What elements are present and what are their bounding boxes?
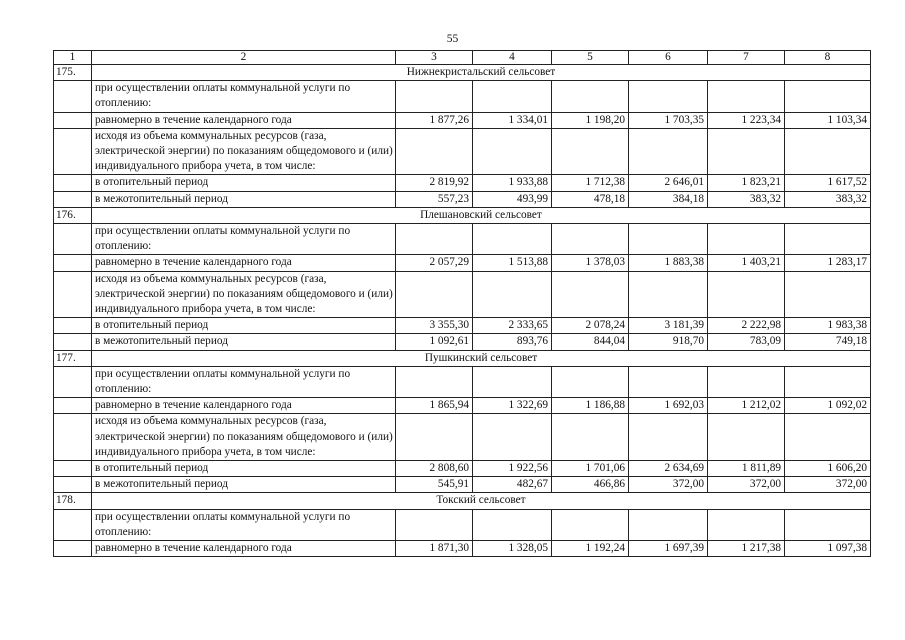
value-cell: 1 933,88 [473, 175, 552, 191]
column-header: 4 [473, 51, 552, 65]
value-cell: 2 222,98 [708, 318, 785, 334]
index-cell [54, 224, 92, 255]
value-cell: 1 092,61 [396, 334, 473, 350]
value-cell: 749,18 [785, 334, 871, 350]
subheading-row [54, 509, 871, 540]
value-cell: 1 097,38 [785, 541, 871, 557]
index-cell [54, 81, 92, 112]
value-cell: 1 223,34 [708, 112, 785, 128]
value-cell: 493,99 [473, 191, 552, 207]
value-cell: 1 334,01 [473, 112, 552, 128]
section-title: Нижнекристальский сельсовет [92, 65, 871, 81]
value-cell [708, 414, 785, 461]
section-number: 175. [54, 65, 92, 81]
value-cell: 372,00 [785, 477, 871, 493]
subheading-row [54, 128, 871, 175]
value-cell: 1 823,21 [708, 175, 785, 191]
column-header: 1 [54, 51, 92, 65]
value-cell [552, 509, 629, 540]
value-cell: 466,86 [552, 477, 629, 493]
section-title: Плешановский сельсовет [92, 207, 871, 223]
table-row [54, 255, 871, 271]
table-row [54, 175, 871, 191]
value-cell [552, 366, 629, 397]
value-cell: 1 883,38 [629, 255, 708, 271]
index-cell [54, 509, 92, 540]
value-cell: 1 513,88 [473, 255, 552, 271]
index-cell [54, 541, 92, 557]
column-header: 6 [629, 51, 708, 65]
subheading-row [54, 81, 871, 112]
tariff-table [53, 50, 871, 557]
value-cell [473, 224, 552, 255]
subheading-row [54, 271, 871, 318]
index-cell [54, 334, 92, 350]
value-cell [473, 128, 552, 175]
value-cell: 3 181,39 [629, 318, 708, 334]
row-label: в отопительный период [92, 461, 396, 477]
subheading-row [54, 414, 871, 461]
table-row [54, 477, 871, 493]
index-cell [54, 271, 92, 318]
value-cell: 1 877,26 [396, 112, 473, 128]
index-cell [54, 366, 92, 397]
value-cell: 545,91 [396, 477, 473, 493]
index-cell [54, 461, 92, 477]
value-cell [552, 271, 629, 318]
section-title: Токский сельсовет [92, 493, 871, 509]
value-cell [708, 366, 785, 397]
row-label: в межотопительный период [92, 334, 396, 350]
value-cell: 1 103,34 [785, 112, 871, 128]
table-row [54, 318, 871, 334]
value-cell [552, 414, 629, 461]
index-cell [54, 175, 92, 191]
value-cell [785, 414, 871, 461]
value-cell: 383,32 [708, 191, 785, 207]
value-cell [473, 509, 552, 540]
column-number-row [54, 51, 871, 65]
value-cell [785, 224, 871, 255]
row-label: равномерно в течение календарного года [92, 255, 396, 271]
value-cell: 1 186,88 [552, 398, 629, 414]
value-cell [629, 224, 708, 255]
value-cell: 1 703,35 [629, 112, 708, 128]
value-cell: 1 217,38 [708, 541, 785, 557]
value-cell: 844,04 [552, 334, 629, 350]
table-row [54, 461, 871, 477]
section-title: Пушкинский сельсовет [92, 350, 871, 366]
section-row [54, 65, 871, 81]
value-cell: 1 701,06 [552, 461, 629, 477]
value-cell [396, 366, 473, 397]
column-header: 3 [396, 51, 473, 65]
index-cell [54, 318, 92, 334]
value-cell [629, 81, 708, 112]
value-cell: 1 712,38 [552, 175, 629, 191]
row-label: исходя из объема коммунальных ресурсов (газа, электрической энергии) по показаниям общедомового и (или) индивидуального прибора учета, в том числе: [92, 271, 396, 318]
value-cell: 1 692,03 [629, 398, 708, 414]
value-cell: 1 606,20 [785, 461, 871, 477]
value-cell [785, 128, 871, 175]
value-cell: 2 333,65 [473, 318, 552, 334]
value-cell [396, 271, 473, 318]
row-label: исходя из объема коммунальных ресурсов (газа, электрической энергии) по показаниям общедомового и (или) индивидуального прибора учета, в том числе: [92, 414, 396, 461]
column-header: 8 [785, 51, 871, 65]
section-number: 176. [54, 207, 92, 223]
value-cell [396, 509, 473, 540]
value-cell [473, 414, 552, 461]
value-cell [708, 271, 785, 318]
value-cell: 918,70 [629, 334, 708, 350]
row-label: в отопительный период [92, 175, 396, 191]
table-body [54, 65, 871, 557]
value-cell [629, 414, 708, 461]
value-cell: 372,00 [708, 477, 785, 493]
value-cell: 1 403,21 [708, 255, 785, 271]
value-cell [708, 81, 785, 112]
value-cell [396, 81, 473, 112]
value-cell: 1 283,17 [785, 255, 871, 271]
value-cell [785, 509, 871, 540]
value-cell [629, 366, 708, 397]
row-label: при осуществлении оплаты коммунальной услуги по отоплению: [92, 224, 396, 255]
value-cell [785, 366, 871, 397]
value-cell [396, 414, 473, 461]
value-cell [396, 224, 473, 255]
section-row [54, 350, 871, 366]
value-cell: 1 983,38 [785, 318, 871, 334]
row-label: равномерно в течение календарного года [92, 541, 396, 557]
value-cell [708, 224, 785, 255]
value-cell: 1 212,02 [708, 398, 785, 414]
value-cell: 1 192,24 [552, 541, 629, 557]
value-cell: 1 617,52 [785, 175, 871, 191]
column-header: 2 [92, 51, 396, 65]
index-cell [54, 414, 92, 461]
row-label: равномерно в течение календарного года [92, 398, 396, 414]
value-cell [629, 509, 708, 540]
value-cell: 783,09 [708, 334, 785, 350]
section-number: 177. [54, 350, 92, 366]
value-cell: 2 808,60 [396, 461, 473, 477]
value-cell: 2 078,24 [552, 318, 629, 334]
row-label: при осуществлении оплаты коммунальной услуги по отоплению: [92, 509, 396, 540]
value-cell [552, 224, 629, 255]
value-cell [473, 366, 552, 397]
value-cell [708, 509, 785, 540]
value-cell [785, 271, 871, 318]
table-row [54, 191, 871, 207]
row-label: исходя из объема коммунальных ресурсов (газа, электрической энергии) по показаниям общедомового и (или) индивидуального прибора учета, в том числе: [92, 128, 396, 175]
value-cell: 1 378,03 [552, 255, 629, 271]
value-cell: 1 328,05 [473, 541, 552, 557]
value-cell: 1 092,02 [785, 398, 871, 414]
value-cell: 372,00 [629, 477, 708, 493]
value-cell: 2 819,92 [396, 175, 473, 191]
row-label: в межотопительный период [92, 477, 396, 493]
value-cell [473, 271, 552, 318]
row-label: в межотопительный период [92, 191, 396, 207]
section-row [54, 493, 871, 509]
value-cell: 1 871,30 [396, 541, 473, 557]
value-cell: 478,18 [552, 191, 629, 207]
value-cell [473, 81, 552, 112]
value-cell [552, 81, 629, 112]
subheading-row [54, 366, 871, 397]
value-cell: 1 811,89 [708, 461, 785, 477]
row-label: при осуществлении оплаты коммунальной услуги по отоплению: [92, 366, 396, 397]
row-label: равномерно в течение календарного года [92, 112, 396, 128]
index-cell [54, 477, 92, 493]
value-cell: 482,67 [473, 477, 552, 493]
row-label: в отопительный период [92, 318, 396, 334]
value-cell: 557,23 [396, 191, 473, 207]
value-cell [785, 81, 871, 112]
value-cell: 2 634,69 [629, 461, 708, 477]
table-row [54, 334, 871, 350]
table-row [54, 541, 871, 557]
value-cell: 384,18 [629, 191, 708, 207]
table-row [54, 398, 871, 414]
section-row [54, 207, 871, 223]
value-cell [552, 128, 629, 175]
value-cell: 2 646,01 [629, 175, 708, 191]
value-cell: 1 697,39 [629, 541, 708, 557]
section-number: 178. [54, 493, 92, 509]
value-cell: 383,32 [785, 191, 871, 207]
row-label: при осуществлении оплаты коммунальной услуги по отоплению: [92, 81, 396, 112]
table-row [54, 112, 871, 128]
value-cell: 1 322,69 [473, 398, 552, 414]
column-header: 5 [552, 51, 629, 65]
index-cell [54, 398, 92, 414]
value-cell: 893,76 [473, 334, 552, 350]
index-cell [54, 112, 92, 128]
index-cell [54, 191, 92, 207]
value-cell: 1 922,56 [473, 461, 552, 477]
value-cell [629, 271, 708, 318]
value-cell [629, 128, 708, 175]
subheading-row [54, 224, 871, 255]
index-cell [54, 255, 92, 271]
index-cell [54, 128, 92, 175]
value-cell: 1 865,94 [396, 398, 473, 414]
value-cell [396, 128, 473, 175]
value-cell: 2 057,29 [396, 255, 473, 271]
value-cell [708, 128, 785, 175]
column-header: 7 [708, 51, 785, 65]
page-number: 55 [446, 33, 459, 45]
value-cell: 1 198,20 [552, 112, 629, 128]
value-cell: 3 355,30 [396, 318, 473, 334]
